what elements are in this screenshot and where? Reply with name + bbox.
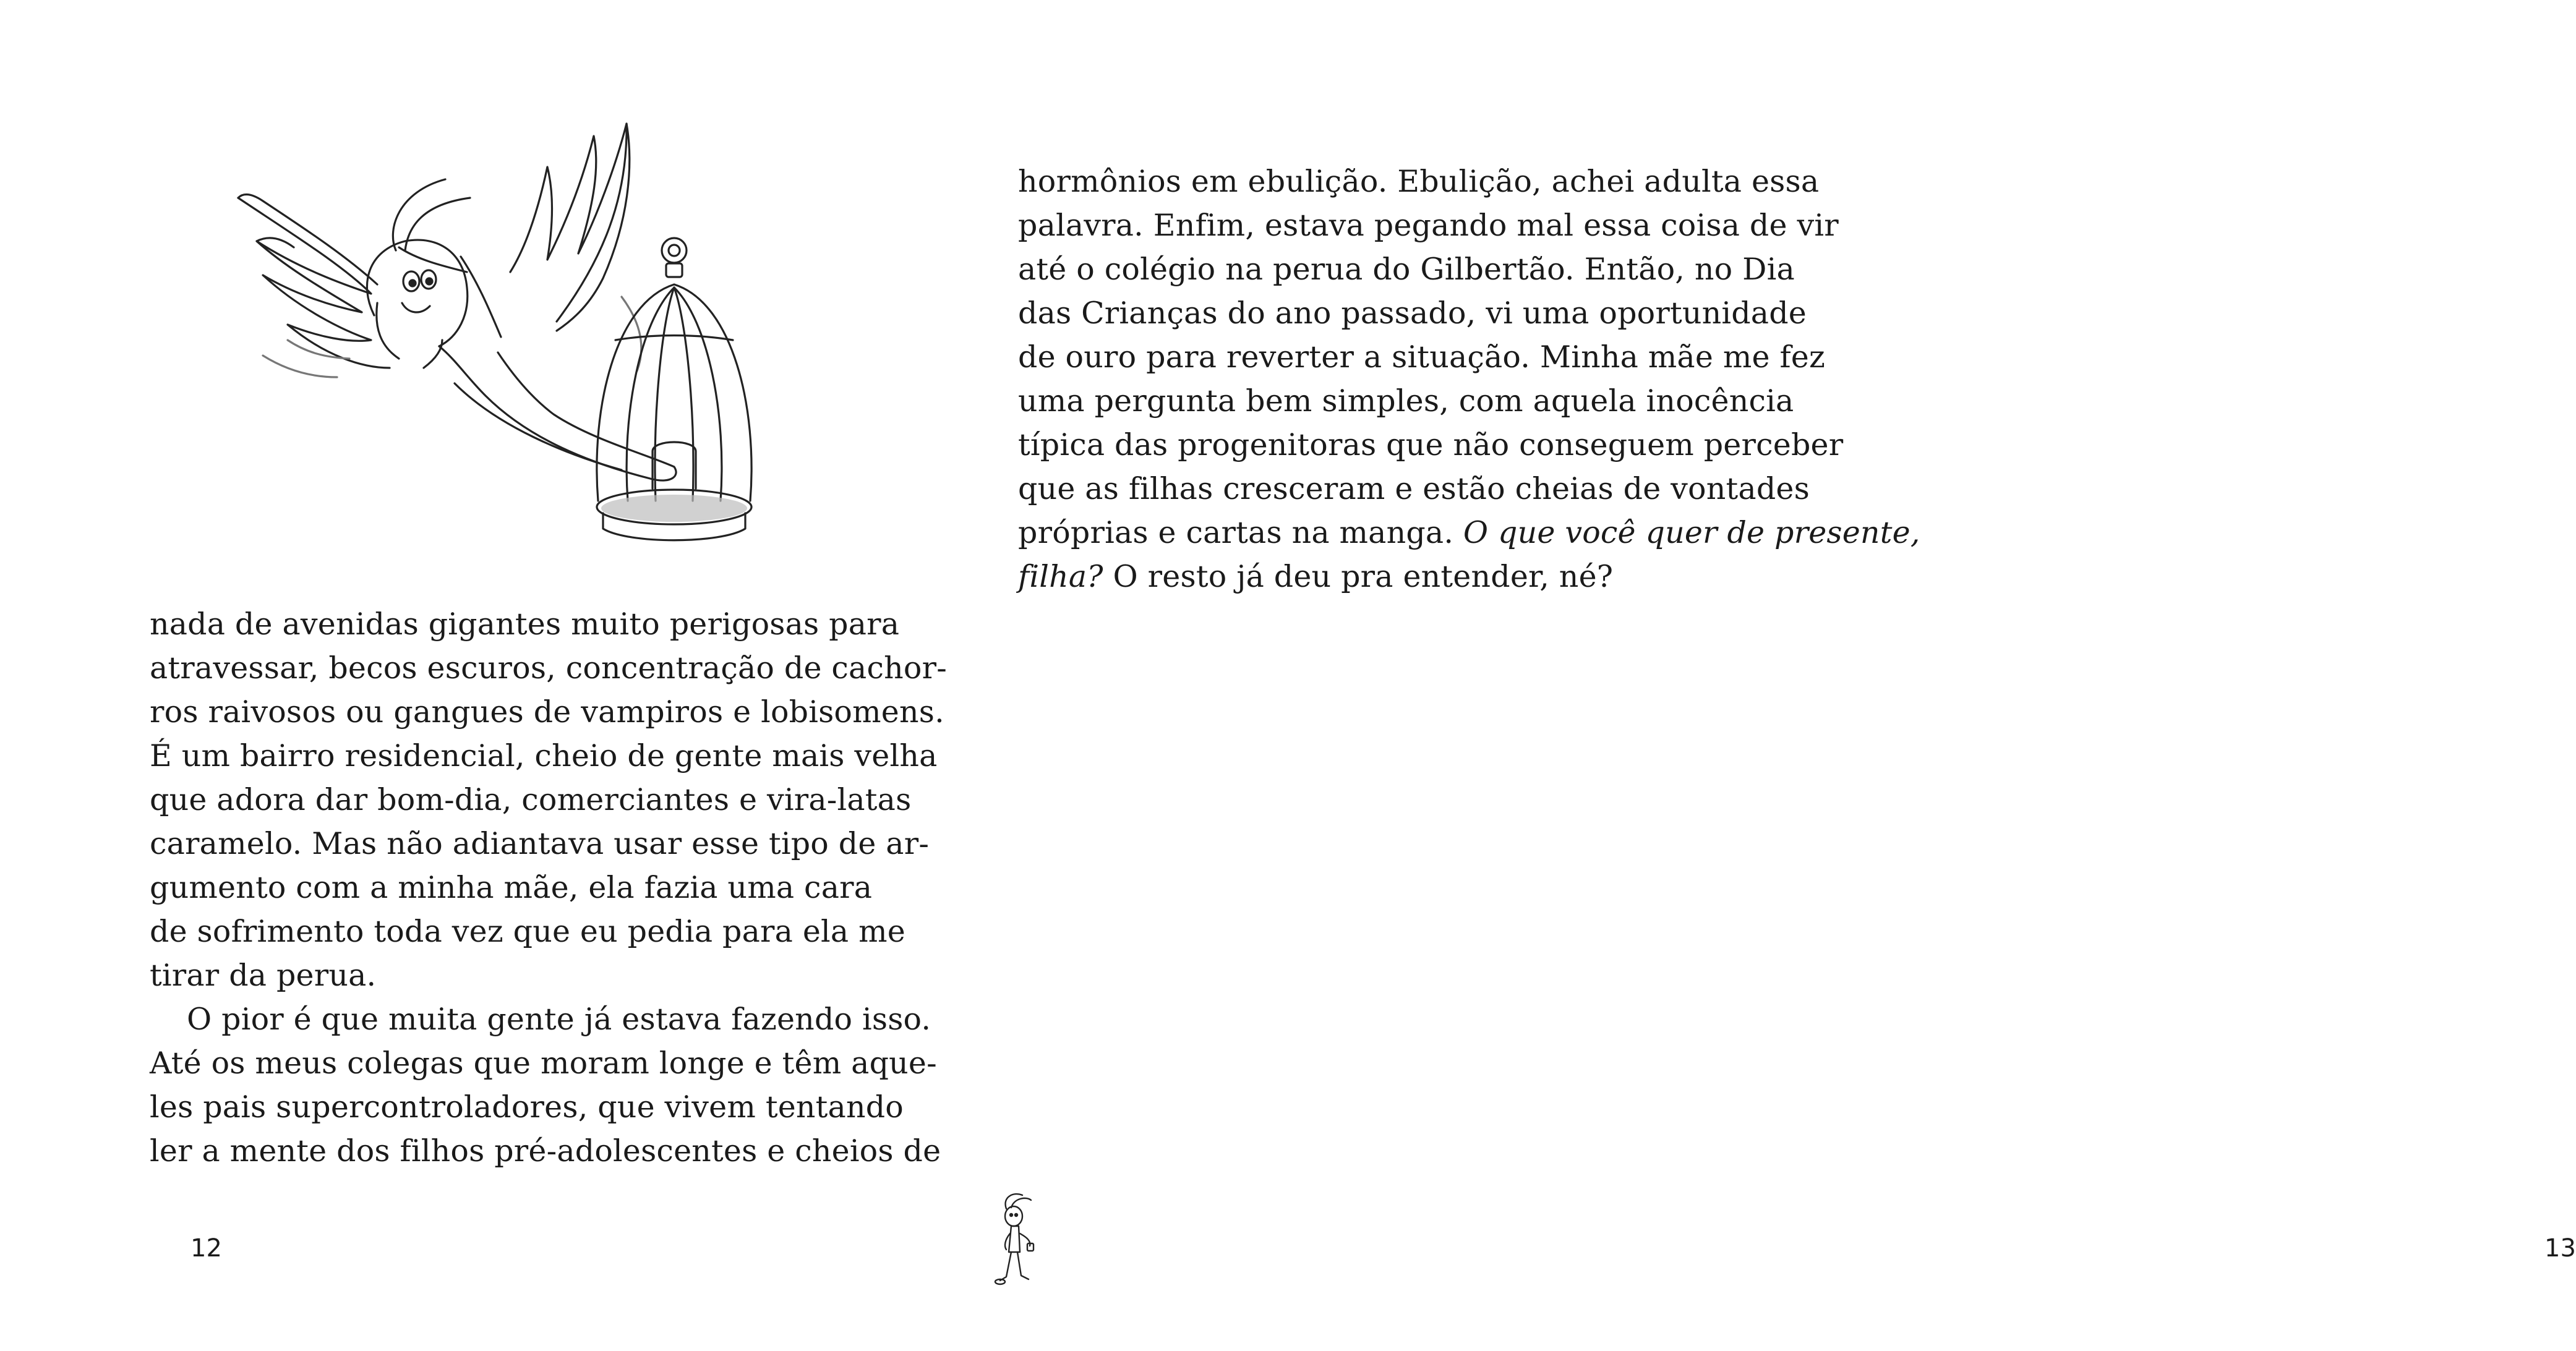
text-line: les pais supercontroladores, que vivem tentando <box>150 1089 904 1125</box>
italic-text-run: O que você quer de presente, <box>1463 515 1920 550</box>
text-line: nada de avenidas gigantes muito perigosas para <box>150 607 900 642</box>
text-line: hormônios em ebulição. Ebulição, achei adulta essa <box>1018 164 1820 199</box>
text-line: caramelo. Mas não adiantava usar esse tipo de ar- <box>150 826 930 861</box>
left-page <box>0 0 947 1351</box>
text-line: tirar da perua. <box>150 958 377 993</box>
left-page-body-text <box>150 602 947 1173</box>
text-line: Até os meus colegas que moram longe e têm aque- <box>150 1046 937 1081</box>
italic-text-run: filha? <box>1018 559 1103 594</box>
text-line: que adora dar bom-dia, comerciantes e vira-latas <box>150 782 912 817</box>
text-line: palavra. Enfim, estava pegando mal essa coisa de vir <box>1018 208 1839 243</box>
right-page-body-text <box>1018 160 1920 599</box>
text-line: uma pergunta bem simples, com aquela inocência <box>1018 383 1794 419</box>
page-number-left: 12 <box>190 1234 222 1263</box>
text-line: de ouro para reverter a situação. Minha mãe me fez <box>1018 339 1826 375</box>
paragraph <box>150 997 941 1173</box>
paragraph <box>1018 160 1920 599</box>
text-line: típica das progenitoras que não conseguem perceber <box>1018 427 1844 462</box>
text-line: ros raivosos ou gangues de vampiros e lobisomens. <box>150 694 944 730</box>
text-line: ler a mente dos filhos pré-adolescentes e cheios de <box>150 1133 941 1169</box>
text-line: de sofrimento toda vez que eu pedia para ela me <box>150 914 905 949</box>
right-page <box>899 0 2576 1351</box>
text-run: O resto já deu pra entender, né? <box>1103 559 1614 594</box>
text-line <box>1018 511 1920 555</box>
text-line: O pior é que muita gente já estava fazendo isso. <box>187 1002 931 1037</box>
text-line: que as filhas cresceram e estão cheias de vontades <box>1018 471 1810 506</box>
paragraph <box>150 602 947 997</box>
page-number-right: 13 <box>2544 1234 2576 1263</box>
text-line: É um bairro residencial, cheio de gente mais velha <box>150 738 938 774</box>
text-run: próprias e cartas na manga. <box>1018 515 1463 550</box>
text-line <box>1018 555 1709 599</box>
text-line: atravessar, becos escuros, concentração de cachor- <box>150 650 947 686</box>
winged-girl-birdcage-illustration <box>220 117 764 575</box>
text-line: das Crianças do ano passado, vi uma oportunidade <box>1018 296 1807 331</box>
text-line: até o colégio na perua do Gilbertão. Então, no Dia <box>1018 252 1795 287</box>
text-line: gumento com a minha mãe, ela fazia uma cara <box>150 870 873 905</box>
walking-boy-illustration <box>993 1190 1042 1289</box>
